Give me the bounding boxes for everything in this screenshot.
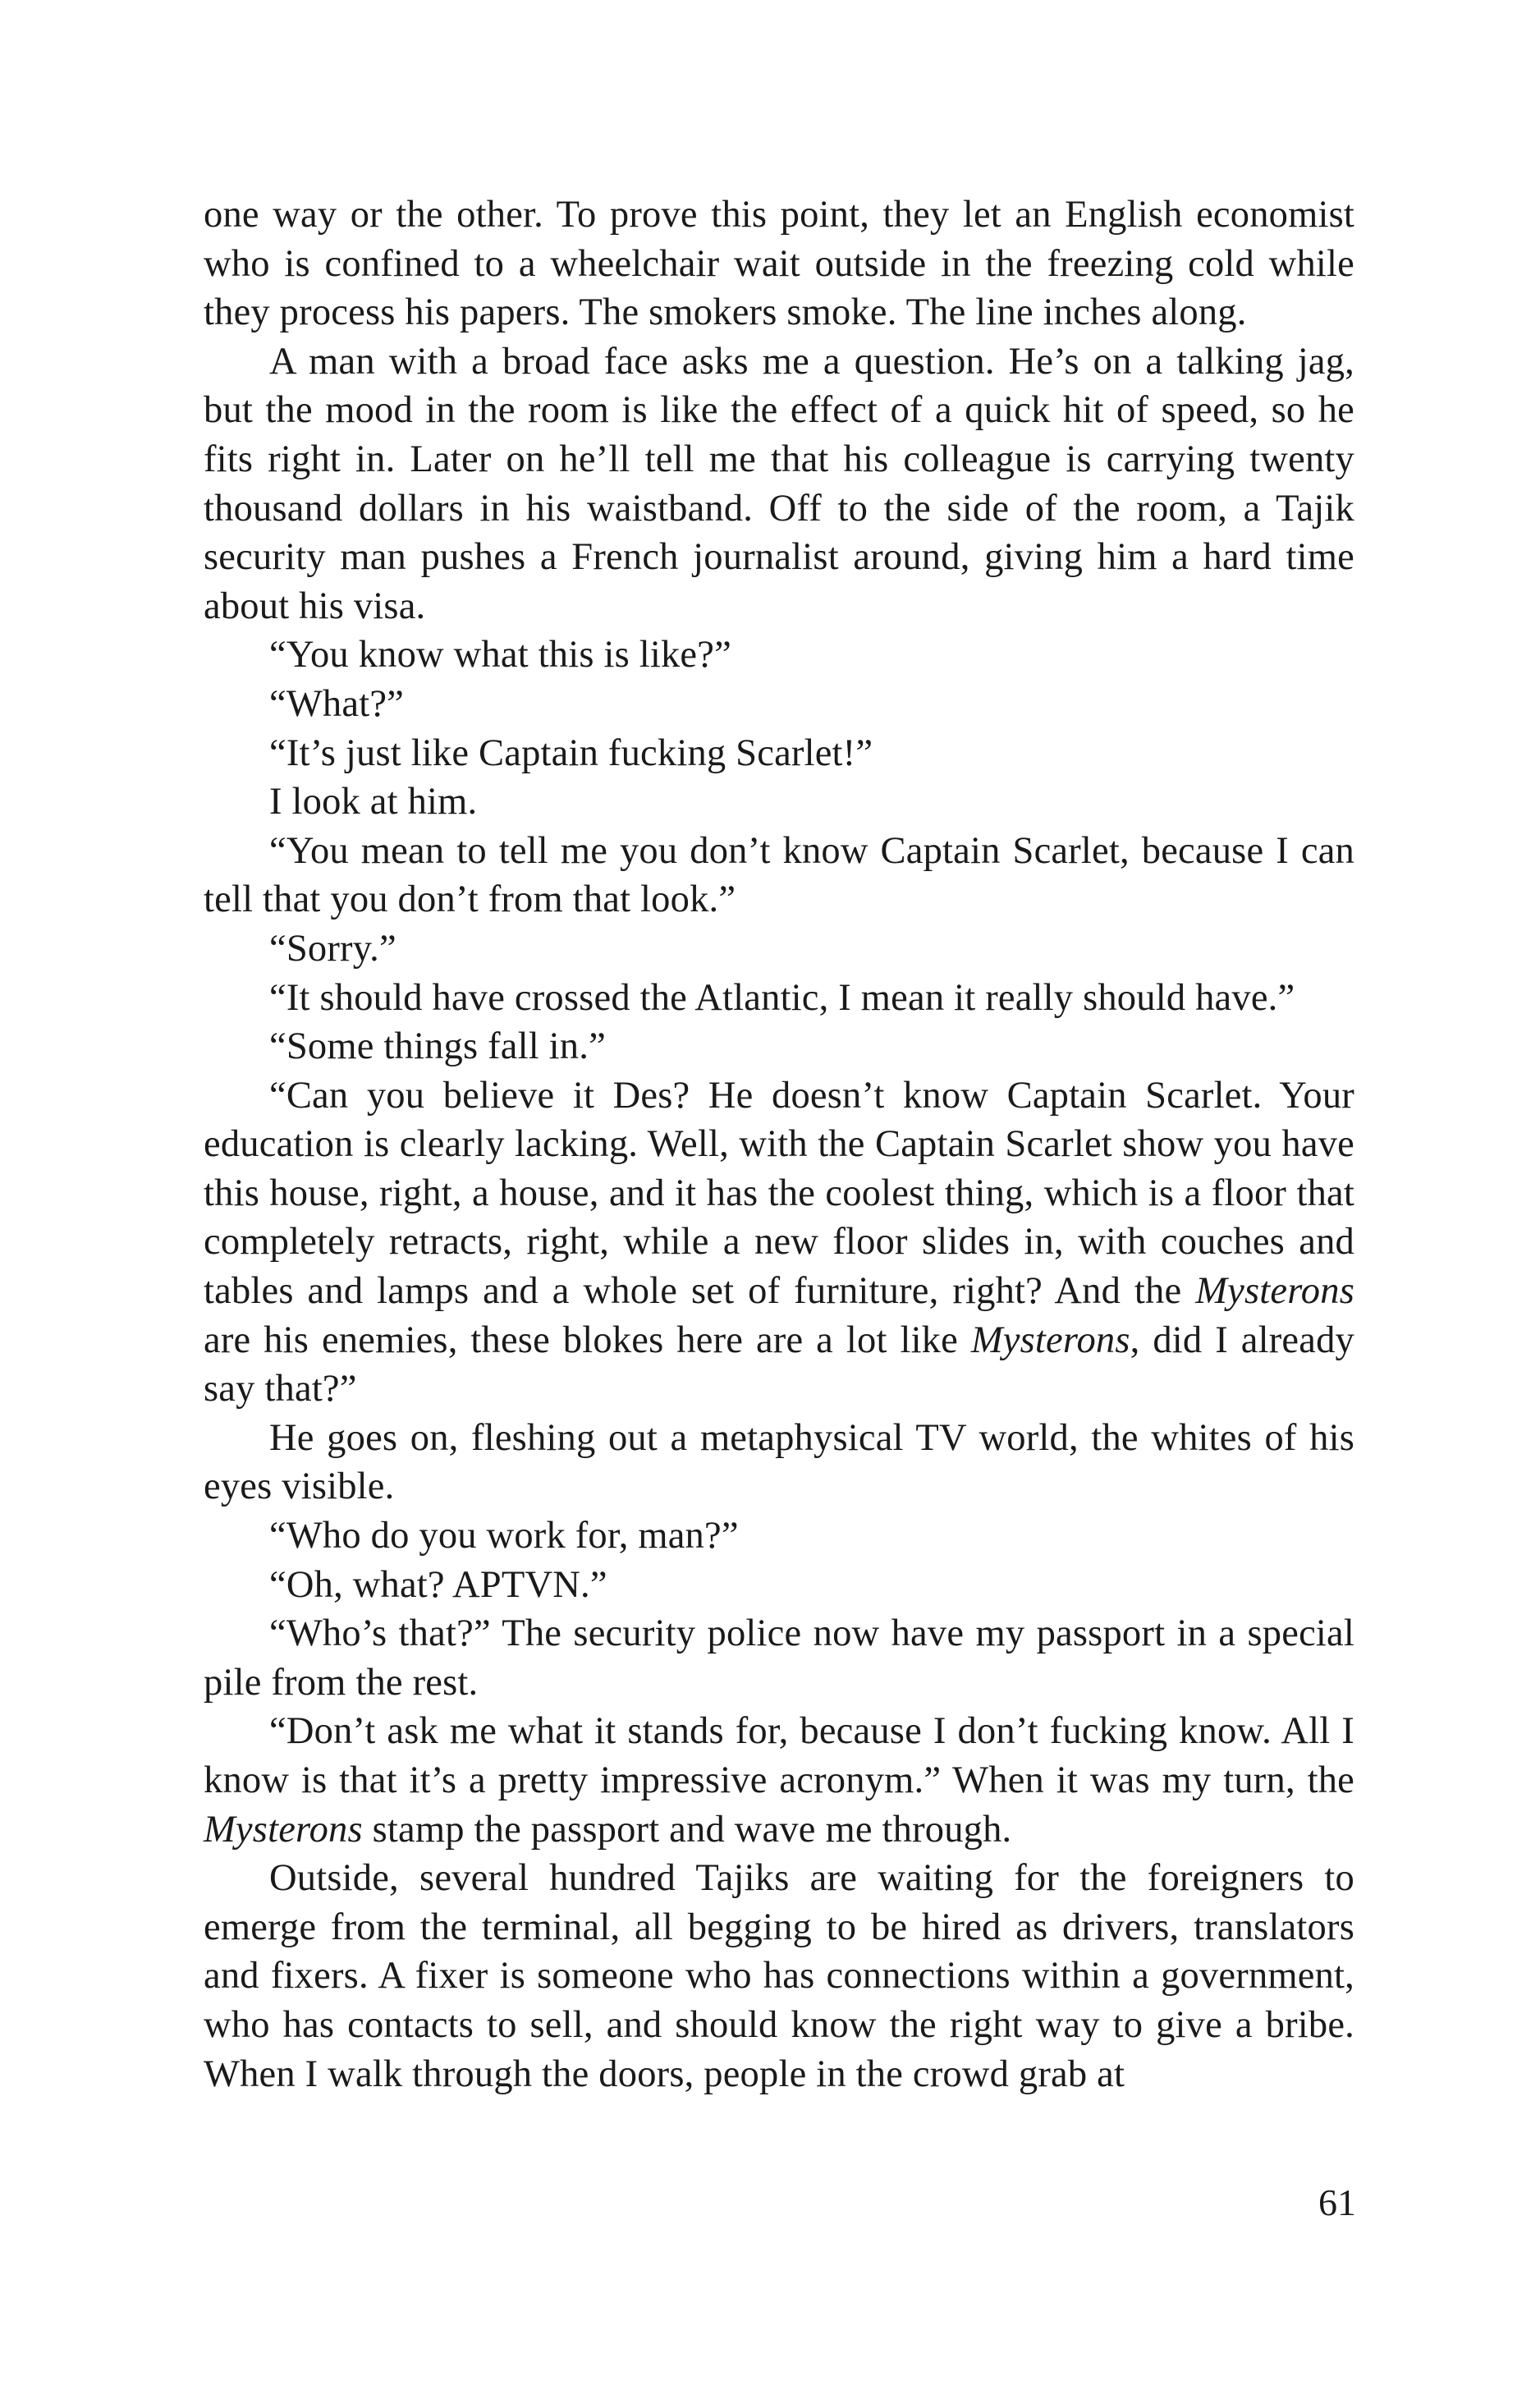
text-run: “Sorry.”: [269, 927, 396, 970]
paragraph: [204, 680, 1354, 729]
italic-text: Mysterons: [970, 1319, 1130, 1361]
text-run: “You know what this is like?”: [269, 634, 731, 677]
paragraph: [204, 631, 1354, 680]
page-number: 61: [1318, 2181, 1356, 2223]
body-text: [204, 190, 1354, 2099]
text-run: “Who’s that?” The security police now have my passport in a special pile from the rest.: [204, 1612, 1354, 1704]
text-run: He goes on, fleshing out a metaphysical TV world, the whites of his eyes visible.: [204, 1416, 1354, 1508]
text-run: stamp the passport and wave me through.: [362, 1808, 1012, 1851]
paragraph: [204, 190, 1354, 337]
text-run: “You mean to tell me you don’t know Captain Scarlet, because I can tell that you don’t from that look.”: [204, 829, 1354, 921]
paragraph: [204, 729, 1354, 778]
paragraph: [204, 1511, 1354, 1561]
paragraph: [204, 1022, 1354, 1071]
text-run: “It should have crossed the Atlantic, I mean it really should have.”: [269, 976, 1295, 1019]
book-page: [204, 190, 1354, 2099]
text-run: “Who do you work for, man?”: [269, 1515, 739, 1557]
text-run: A man with a broad face asks me a question. He’s on a talking jag, but the mood in the room is like the effect of a quick hit of speed, so he fits right in. Later on he’ll tell me that his colleague is carrying twenty thousand dollars in his waistband. Off to the side of the room, a Tajik security man pushes a French journalist around, giving him a hard time about his visa.: [204, 340, 1354, 627]
text-run: , did I already say that?”: [204, 1319, 1354, 1411]
text-run: “It’s just like Captain fucking Scarlet!”: [269, 732, 873, 774]
paragraph: [204, 337, 1354, 631]
paragraph: [204, 827, 1354, 924]
text-run: “Some things fall in.”: [269, 1025, 606, 1068]
paragraph: [204, 1561, 1354, 1610]
text-run: I look at him.: [269, 781, 478, 823]
paragraph: [204, 1071, 1354, 1414]
paragraph: [204, 924, 1354, 974]
text-run: one way or the other. To prove this point, they let an English economist who is confined to a wheelchair wait outside in the freezing cold while they process his papers. The smokers smoke. The line inches along.: [204, 194, 1354, 334]
text-run: are his enemies, these blokes here are a lot like: [204, 1319, 971, 1361]
text-run: “Oh, what? APTVN.”: [269, 1563, 607, 1606]
paragraph: [204, 974, 1354, 1023]
paragraph: [204, 777, 1354, 827]
italic-text: Mysterons: [204, 1808, 363, 1851]
text-run: “Can you believe it Des? He doesn’t know Captain Scarlet. Your education is clearly lacking. Well, with the Captain Scarlet show you have this house, right, a house, and it has the coolest thing, which is a floor that completely retracts, right, while a new floor slides in, with couches and tables and lamps and a whole set of furniture, right? And the: [204, 1074, 1354, 1313]
paragraph: [204, 1854, 1354, 2099]
text-run: “Don’t ask me what it stands for, because I don’t fucking know. All I know is that it’s a pretty impressive acronym.” When it was my turn, the: [204, 1710, 1354, 1801]
paragraph: [204, 1707, 1354, 1854]
italic-text: Mysterons: [1195, 1270, 1354, 1313]
text-run: Outside, several hundred Tajiks are waiting for the foreigners to emerge from the terminal, all begging to be hired as drivers, translators and fixers. A fixer is someone who has connections within a government, who has contacts to sell, and should know the right way to give a bribe. When I walk through the doors, people in the crowd grab at: [204, 1857, 1354, 2095]
paragraph: [204, 1414, 1354, 1511]
paragraph: [204, 1609, 1354, 1707]
text-run: “What?”: [269, 682, 405, 725]
